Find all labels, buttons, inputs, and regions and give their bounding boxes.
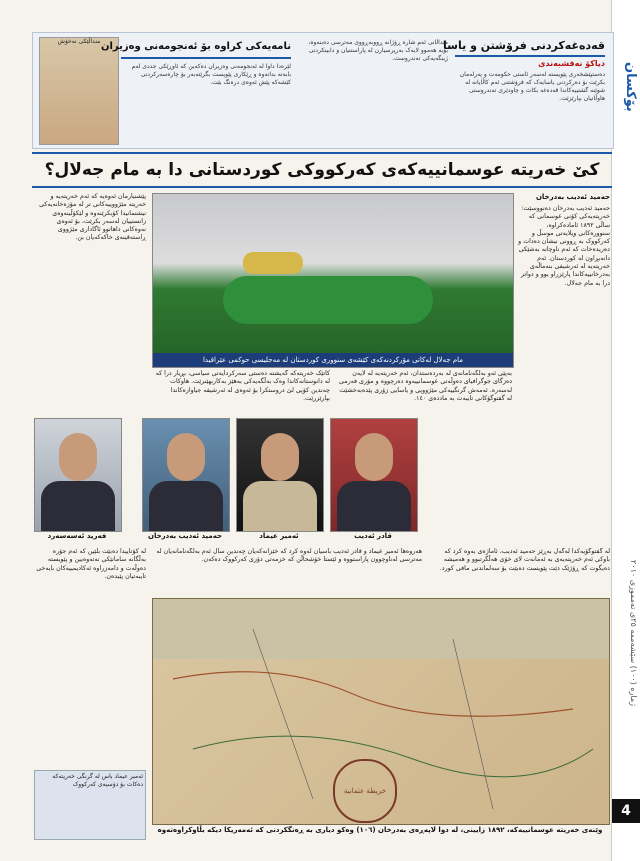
- portrait-2: [236, 418, 324, 532]
- quote-box: ئەمیر عیماد باس لە گرنگی خەریتەکە دەکات بۆ دۆسیەی کەرکووک: [34, 770, 146, 840]
- portrait-1-name: قادر ئەدیب: [354, 532, 392, 540]
- column-left: پێشنیارمان ئەوەیە کە ئەم خەریتەیە و خەریتە مێژووییەکانی تر لە مۆزەخانەیەکی نیشتمانیدا کۆبکرێنەوە و لێکۆڵینەوەی زانستییان لەسەر بکرێت، بۆ ئەوەی نەوەکانی داهاتوو ئاگاداری مێژووی ڕاستەقینەی خاکەکەیان بن.: [39, 193, 146, 242]
- map-caption: وێنەی خەریتە عوسمانییەکە، ١٨٩٢ زایینی، لە دوا لاپەڕەی بەدرخان (١٠٦) وەکو دیاری بە ڕەنگکردنی کە ئەمەریکا دیکە بڵاوکراوەتەوە: [157, 826, 603, 834]
- column-mid-right: بەپێی ئەو بەڵگەنامانەی لە بەردەستدان، ئەم خەریتەیە لە لایەن دەزگای جوگرافیای دەوڵەتی عوسمانییەوە دەرچووە و مۆری فەرمی لەسەرە. ئەمەش گرنگییەکی مێژوویی و یاسایی زۆری پێدەبەخشێت لە گفتوگۆکانی تایبەت بە ماددەی ١٤٠.: [339, 370, 512, 402]
- header-left-text: منداڵانی ئەم شارە ڕۆژانە ڕووبەڕووی مەترسی دەبنەوە، بۆیە هەموو لایەک بەرپرسیارن لە پاراستنیان و دابینکردنی ژینگەیەکی تەندروست.: [308, 39, 448, 62]
- byline: حەمید ئەدیب بەدرخان: [535, 193, 610, 201]
- side-bar: [611, 0, 640, 861]
- header-right-author: دیاکۆ نەقشبەندی: [538, 59, 605, 68]
- ottoman-map: [152, 598, 610, 825]
- header-section: [32, 32, 614, 149]
- map-stamp: خريطة عثمانية: [333, 759, 397, 823]
- flower-arrangement: [243, 252, 303, 274]
- header-right-title: قەدەغەکردنی فرۆشتن و یاسا: [443, 39, 605, 52]
- issue-date: ژمارە (١٠٠) سێشەممە ٢٥ی تەمموزی ٢٠١٠: [629, 560, 638, 706]
- child-photo-caption: منداڵێکی نەخۆش: [57, 38, 101, 45]
- meeting-photo: [152, 193, 514, 368]
- header-mid-title: نامەیەکی کراوە بۆ ئەنجومەنی وەزیران: [100, 41, 291, 52]
- meeting-table: [223, 276, 433, 324]
- column-bottom-left: لە کۆتاییدا دەبێت بڵێین کە ئەم جۆرە بەڵگانە سامانێکی نەتەوەیین و پێویستە دەوڵەت و دامەزراوە ئەکادیمییەکان بایەخی تایبەتیان پێبدەن.: [36, 548, 146, 580]
- column-mid-left: کاتێک خەریتەکە گەیشتە دەستی سەرکردایەتی سیاسی، بڕیار درا کە لە دانوستانەکاندا وەک بەڵگەیەکی بەهێز بەکاربهێنرێت. هاوکات چەندین کۆپی لێ دروستکرا بۆ ئەوەی لە ئەرشیفە جیاوازەکاندا بپارێزرێت.: [155, 370, 330, 402]
- portrait-1: [330, 418, 418, 532]
- child-photo: [39, 37, 119, 145]
- portrait-3-name: حەمید ئەدیب بەدرخان: [147, 532, 223, 540]
- page-number: 4: [612, 799, 640, 823]
- portrait-2-name: ئەمیر عیماد: [259, 532, 299, 540]
- column-right: حەمید ئەدیب بەدرخان دەنووسێت: خەریتەیەکی کۆنی عوسمانی کە ساڵی ١٨٩٢ ئامادەکراوە، سنوورەکانی ویلایەتی موسڵ و کەرکووک بە ڕوونی نیشان دەدات و دەریدەخات کە ئەم ناوچانە بەشێکی دانەبڕاون لە کوردستان. ئەم خەریتەیە لە ئەرشیفی بنەماڵەی بەدرخانییەکاندا پارێزراو بوو و دواتر درا بە مام جەلال.: [518, 205, 610, 287]
- portrait-4: [34, 418, 122, 532]
- header-mid-text: لێرەدا داوا لە ئەنجومەنی وەزیران دەکەین کە ئاوڕێکی جددی لەم بابەتە بداتەوە و ڕێکاری پێویست بگرێتەبەر بۆ چارەسەرکردنی کێشەکە پێش ئەوەی درەنگ بێت.: [131, 63, 291, 86]
- meeting-photo-caption: مام جەلال لەکاتی مۆرکردنەکەی کێشەی سنووری کوردستان لە مەجلیسی حوکمی عێراقیدا: [153, 353, 513, 367]
- main-headline: کێ خەریتە عوسمانییەکەی کەرکووکی کوردستانی دا بە مام جەلال؟: [32, 152, 612, 188]
- header-right-rule: [455, 55, 605, 57]
- column-bottom-right: لە گفتوگۆیەکدا لەگەڵ بەڕێز حەمید ئەدیب، ئاماژەی بەوە کرد کە باوکی ئەم خەریتەیەی بە ئەمانەت لای خۆی هەڵگرتبوو و هەمیشە دەیگوت کە ڕۆژێک دێت پێویست دەبێت بۆ سەلماندنی مافی کورد.: [439, 548, 610, 572]
- portrait-4-name: فەرید ئەسەسەرد: [47, 532, 107, 540]
- header-mid-rule: [121, 57, 291, 59]
- column-bottom-mid: هەروەها ئەمیر عیماد و قادر ئەدیب باسیان لەوە کرد کە خێزانەکەیان چەندین ساڵ ئەم بەڵگەنامانەیان لە مەترسی لەناوچوون پاراستووە و ئێستا خۆشحاڵن کە خزمەتی دۆزی کەرکووک دەکەن.: [156, 548, 422, 564]
- portrait-3: [142, 418, 230, 532]
- header-right-text: دەستپێشخەری پێویستە لەسەر ئاستی حکومەت و پەرلەمان بکرێت بۆ دەرکردنی یاسایەک کە فرۆشتنی ئەم کاڵایانە لە شوێنە گشتییەکاندا قەدەغە بکات و چاودێری تەندروستی هاوڵاتیان بپارێزێت.: [459, 71, 605, 102]
- masthead: بۆکسان: [623, 62, 638, 112]
